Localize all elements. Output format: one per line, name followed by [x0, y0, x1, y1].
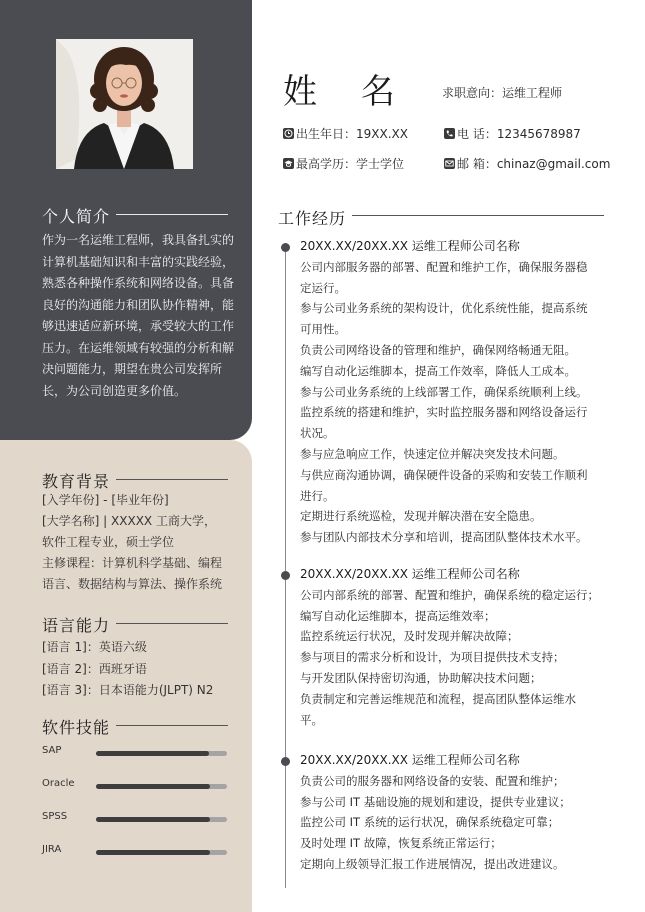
education-line: [大学名称] | XXXXX 工商大学， — [42, 514, 216, 528]
job-duty-line: 状况。 — [300, 426, 335, 441]
skill-bar-track — [96, 817, 227, 822]
mail-icon — [444, 158, 455, 169]
job-duty-line: 及时处理 IT 故障，恢复系统正常运行； — [300, 836, 502, 851]
skill-jira — [42, 844, 227, 864]
job-duty-line: 监控系统的搭建和维护，实时监控服务器和网络设备运行 — [300, 405, 588, 420]
job-duty-line: 参与团队内部技术分享和培训，提高团队整体技术水平。 — [300, 530, 588, 545]
phone-info — [444, 125, 581, 139]
job-duty-line: 定运行。 — [300, 280, 346, 295]
job-intent — [442, 84, 562, 101]
job-title: 20XX.XX/20XX.XX 运维工程师公司名称 — [300, 239, 520, 253]
skill-bar-fill — [96, 817, 210, 822]
skill-spss — [42, 811, 227, 831]
skill-bar-track — [96, 751, 227, 756]
job-duty-line: 编写自动化运维脚本，提高运维效率； — [300, 608, 496, 623]
job-duty-line: 监控系统运行状况，及时发现并解决故障； — [300, 629, 519, 644]
job-duty-line: 编写自动化运维脚本，提高工作效率，降低人工成本。 — [300, 363, 576, 378]
intro-text: 作为一名运维工程师，我具备扎实的计算机基础知识和丰富的实践经验，熟悉各种操作系统和网络设备。具备良好的沟通能力和团队协作精神，能够迅速适应新环境，承受较大的工作压力。在运维领域有较强的分析和解决问题能力，期望在贵公司发挥所长，为公司创造更多价值。 — [42, 233, 235, 398]
job-duty-line: 进行。 — [300, 488, 335, 503]
degree-text: 最高学历：学士学位 — [296, 157, 405, 171]
skill-oracle — [42, 778, 227, 798]
education-line: 语言、数据结构与算法、操作系统 — [42, 577, 223, 591]
skill-name: SAP — [42, 745, 62, 756]
degree-info — [283, 155, 404, 169]
job-duty-line: 与开发团队保持密切沟通，协助解决技术问题； — [300, 670, 542, 685]
timeline-dot — [281, 243, 290, 252]
skills-divider — [116, 725, 228, 726]
job-entry-1 — [300, 236, 600, 548]
job-duty-line: 监控公司 IT 系统的运行状况，确保系统稳定可靠； — [300, 815, 560, 830]
email-text: 邮 箱：chinaz@gmail.com — [457, 157, 611, 171]
graduation-cap-icon — [283, 158, 294, 169]
job-duty-line: 参与公司业务系统的上线部署工作，确保系统顺利上线。 — [300, 384, 588, 399]
skill-bar-fill — [96, 784, 210, 789]
avatar — [56, 39, 193, 169]
clock-icon — [283, 128, 294, 139]
job-intent-value: 运维工程师 — [502, 86, 563, 100]
timeline-dot — [281, 571, 290, 580]
skill-name: JIRA — [42, 844, 62, 855]
education-line: 软件工程专业，硕士学位 — [42, 535, 175, 549]
job-duty-line: 参与应急响应工作，快速定位并解决突发技术问题。 — [300, 446, 565, 461]
skill-sap — [42, 745, 227, 765]
job-title: 20XX.XX/20XX.XX 运维工程师公司名称 — [300, 753, 520, 767]
timeline-dot — [281, 757, 290, 766]
education-line: [入学年份] - [毕业年份] — [42, 493, 169, 507]
work-divider — [352, 215, 604, 216]
language-line: [语言 2]：西班牙语 — [42, 661, 147, 676]
timeline-line — [285, 248, 286, 888]
job-duty-line: 平。 — [300, 712, 323, 727]
work-title: 工作经历 — [278, 209, 347, 228]
job-intent-label: 求职意向： — [442, 86, 503, 100]
language-line: [语言 3]：日本语能力(JLPT) N2 — [42, 683, 214, 697]
job-entry-3 — [300, 750, 600, 875]
job-duty-line: 负责公司网络设备的管理和维护，确保网络畅通无阻。 — [300, 342, 576, 357]
job-duty-line: 参与项目的需求分析和设计，为项目提供技术支持； — [300, 650, 565, 665]
job-entry-2 — [300, 564, 600, 730]
birth-info — [283, 125, 408, 139]
skill-bar-fill — [96, 751, 209, 756]
languages-divider — [116, 623, 228, 624]
job-duty-line: 负责制定和完善运维规范和流程，提高团队整体运维水 — [300, 691, 576, 706]
education-list — [42, 490, 238, 595]
job-duty-line: 可用性。 — [300, 322, 346, 337]
skill-name: Oracle — [42, 778, 75, 789]
language-line: [语言 1]：英语六级 — [42, 640, 147, 654]
job-duty-line: 参与公司业务系统的架构设计，优化系统性能，提高系统 — [300, 301, 588, 316]
intro-title: 个人简介 — [42, 207, 111, 226]
job-duty-line: 定期向上级领导汇报工作进展情况，提出改进建议。 — [300, 856, 565, 871]
skill-bar-fill — [96, 850, 210, 855]
skill-bar-track — [96, 784, 227, 789]
languages-title: 语言能力 — [42, 616, 111, 635]
languages-list — [42, 637, 238, 702]
phone-text: 电 话：12345678987 — [457, 127, 581, 141]
job-duty-line: 公司内部系统的部署、配置和维护，确保系统的稳定运行； — [300, 587, 599, 602]
job-duty-line: 负责公司的服务器和网络设备的安装、配置和维护； — [300, 773, 565, 788]
education-line: 主修课程：计算机科学基础、编程 — [42, 556, 223, 570]
job-title: 20XX.XX/20XX.XX 运维工程师公司名称 — [300, 567, 520, 581]
education-divider — [116, 479, 228, 480]
email-info — [444, 155, 610, 169]
phone-icon — [444, 128, 455, 139]
intro-divider — [116, 214, 228, 215]
job-duty-line: 公司内部服务器的部署、配置和维护工作，确保服务器稳 — [300, 259, 588, 274]
person-name: 姓名 — [283, 72, 439, 112]
skill-bar-track — [96, 850, 227, 855]
skills-title: 软件技能 — [42, 718, 111, 737]
job-duty-line: 定期进行系统巡检，发现并解决潜在安全隐患。 — [300, 509, 542, 524]
education-title: 教育背景 — [42, 472, 111, 491]
birth-text: 出生年日：19XX.XX — [296, 127, 408, 141]
job-duty-line: 与供应商沟通协调，确保硬件设备的采购和安装工作顺利 — [300, 467, 588, 482]
skill-name: SPSS — [42, 811, 68, 822]
job-duty-line: 参与公司 IT 基础设施的规划和建设，提供专业建议； — [300, 794, 571, 809]
